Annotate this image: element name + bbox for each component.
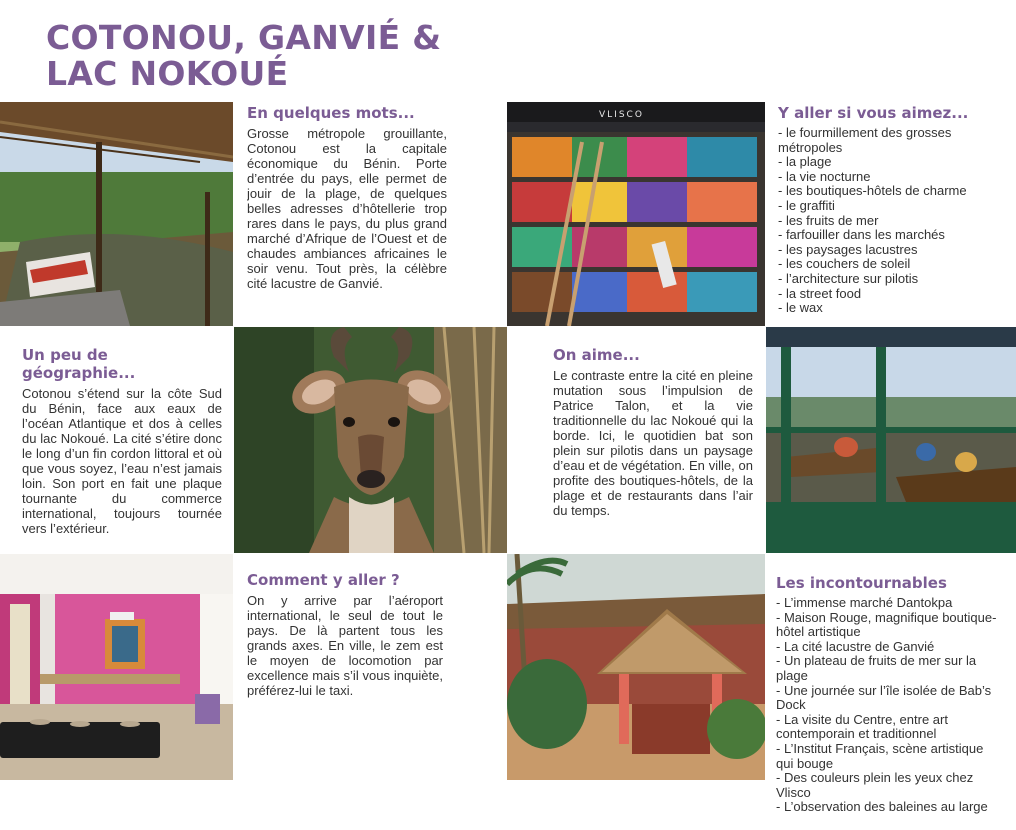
list-item: - l’architecture sur pilotis	[778, 270, 919, 286]
photo-lake-boats	[766, 327, 1016, 553]
section-heading: Un peu de géographie...	[22, 346, 136, 382]
list-item: - La visite du Centre, entre art contemporain et traditionnel	[776, 711, 948, 742]
list-item: - les couchers de soleil	[778, 256, 911, 272]
list-item: - Une journée sur l’île isolée de Bab’s Dock	[776, 682, 992, 713]
must-see-list	[776, 596, 1001, 815]
section-heading: On aime...	[553, 346, 640, 364]
list-item: - le wax	[778, 300, 823, 316]
list-item: - le graffiti	[778, 197, 835, 213]
list-item: - les boutiques-hôtels de charme	[778, 183, 967, 199]
title-line-2: LAC NOKOUÉ	[46, 54, 289, 93]
section-comment-y-aller	[247, 571, 443, 698]
list-item: - la vie nocturne	[778, 168, 871, 184]
section-heading: Y aller si vous aimez...	[778, 104, 969, 122]
section-body: Le contraste entre la cité en pleine mutation sous l’impulsion de Patrice Talon, et la vie traditionnelle du lac Nokoué qui la borde. Ici, le quotidien bat son plein sur pilotis dans un paysage d’eau et de végétation. En ville, on profite des boutiques-hôtels, de la plage et de restaurants dans l’air du temps.	[553, 368, 753, 518]
section-heading: Comment y aller ?	[247, 571, 400, 589]
page-title	[46, 20, 441, 92]
list-item: - L’immense marché Dantokpa	[776, 595, 953, 610]
list-item: - la street food	[778, 285, 862, 301]
section-body: On y arrive par l’aéroport international, le seul de tout le pays. De là partent tous les grands axes. En ville, le zem est le moyen de locomotion par excellence mais s’il vous inquiète, préférez-lui le taxi.	[247, 593, 443, 698]
section-body: Grosse métropole grouillante, Cotonou est la capitale économique du Bénin. Porte d’entrée du pays, elle permet de jouir de la plage, de quelques belles adresses d’hôtellerie trop rares dans le pays, du plus grand marché d’Afrique de l’Ouest et de chaudes ambiances africaines le soir venu. Tout près, la célèbre cité lacustre de Ganvié.	[247, 126, 447, 291]
section-y-aller-si-vous-aimez	[778, 104, 1003, 316]
section-on-aime	[553, 346, 753, 518]
list-item: - L’Institut Français, scène artistique qui bouge	[776, 740, 984, 771]
title-line-1: COTONOU, GANVIÉ &	[46, 18, 442, 57]
list-item: - les fruits de mer	[778, 212, 879, 228]
vlisco-sign: VLISCO	[599, 110, 644, 120]
list-item: - la plage	[778, 154, 832, 170]
section-en-quelques-mots	[247, 104, 447, 291]
section-heading: En quelques mots...	[247, 104, 415, 122]
photo-antelope	[234, 327, 507, 553]
list-item: - les paysages lacustres	[778, 241, 918, 257]
list-item: - le fourmillement des grosses métropoles	[778, 125, 952, 155]
photo-vlisco-shop	[507, 102, 765, 326]
section-geographie	[22, 346, 222, 536]
list-item: - L’observation des baleines au large	[776, 799, 988, 815]
list-item: - Un plateau de fruits de mer sur la plage	[776, 653, 977, 683]
list-item: - farfouiller dans les marchés	[778, 227, 945, 243]
section-heading: Les incontournables	[776, 574, 947, 592]
photo-river-boat	[0, 102, 233, 326]
list-item: - Maison Rouge, magnifique boutique-hôtel artistique	[776, 609, 997, 640]
likes-list	[778, 126, 1003, 316]
photo-maison-rouge	[507, 554, 765, 780]
photo-pink-interior	[0, 554, 233, 780]
section-incontournables	[776, 574, 1001, 815]
list-item: - Des couleurs plein les yeux chez Vlisco	[776, 770, 974, 800]
section-body: Cotonou s’étend sur la côte Sud du Bénin, face aux eaux de l’océan Atlantique et dos à celles du lac Nokoué. La cité s’étire donc le long d’un fin cordon littoral et où que vous soyez, l’eau n’est jamais loin. Son port en fait une plaque tournante du commerce international, toujours tournée vers l’extérieur.	[22, 386, 222, 536]
list-item: - La cité lacustre de Ganvié	[776, 638, 935, 654]
